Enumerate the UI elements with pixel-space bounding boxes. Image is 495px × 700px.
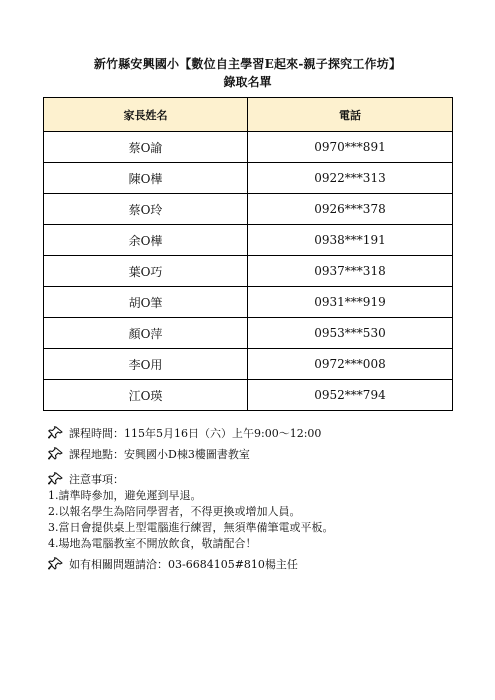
parent-name-cell: 江O瑛 bbox=[44, 380, 248, 411]
note-item: 4.場地為電腦教室不開放飲食，敬請配合！ bbox=[48, 537, 257, 550]
phone-cell: 0922***313 bbox=[248, 163, 453, 194]
table-row bbox=[44, 380, 453, 411]
table-row bbox=[44, 163, 453, 194]
table-row bbox=[44, 287, 453, 318]
table-row bbox=[44, 318, 453, 349]
note-item: 1.請準時參加，避免遲到早退。 bbox=[48, 489, 202, 502]
pushpin-icon bbox=[48, 447, 63, 460]
table-row bbox=[44, 225, 453, 256]
contact-info: 如有相關問題請洽：03-6684105#810楊主任 bbox=[69, 558, 298, 571]
note-item: 2.以報名學生為陪同學習者，不得更換或增加人員。 bbox=[48, 505, 301, 518]
pushpin-icon bbox=[48, 557, 63, 570]
page-subtitle: 錄取名單 bbox=[223, 75, 272, 89]
phone-cell: 0937***318 bbox=[248, 256, 453, 287]
course-time-line bbox=[48, 426, 321, 441]
table-row bbox=[44, 349, 453, 380]
parent-name-cell: 蔡O諭 bbox=[44, 132, 248, 163]
parent-name-cell: 顏O萍 bbox=[44, 318, 248, 349]
column-header-phone: 電話 bbox=[248, 98, 453, 132]
phone-cell: 0970***891 bbox=[248, 132, 453, 163]
course-location: 課程地點：安興國小D棟3樓圖書教室 bbox=[69, 448, 250, 461]
page-title: 新竹縣安興國小【數位自主學習E起來-親子探究工作坊】 bbox=[93, 57, 402, 71]
parent-name-cell: 胡O筆 bbox=[44, 287, 248, 318]
parent-name-cell: 葉O巧 bbox=[44, 256, 248, 287]
table-row bbox=[44, 194, 453, 225]
column-header-parent-name: 家長姓名 bbox=[44, 98, 248, 132]
table-header-row bbox=[44, 98, 453, 132]
parent-name-cell: 李O用 bbox=[44, 349, 248, 380]
pushpin-icon bbox=[48, 472, 63, 485]
phone-cell: 0926***378 bbox=[248, 194, 453, 225]
parent-name-cell: 蔡O玲 bbox=[44, 194, 248, 225]
admission-table bbox=[43, 97, 453, 411]
course-location-line bbox=[48, 447, 250, 462]
parent-name-cell: 余O樺 bbox=[44, 225, 248, 256]
phone-cell: 0972***008 bbox=[248, 349, 453, 380]
phone-cell: 0953***530 bbox=[248, 318, 453, 349]
parent-name-cell: 陳O樺 bbox=[44, 163, 248, 194]
phone-cell: 0938***191 bbox=[248, 225, 453, 256]
phone-cell: 0952***794 bbox=[248, 380, 453, 411]
notes-heading-line bbox=[48, 472, 124, 487]
pushpin-icon bbox=[48, 426, 63, 439]
contact-line bbox=[48, 557, 298, 572]
note-item: 3.當日會提供桌上型電腦進行練習，無須準備筆電或平板。 bbox=[48, 521, 334, 534]
notes-heading: 注意事項： bbox=[69, 473, 124, 486]
table-row bbox=[44, 132, 453, 163]
table-row bbox=[44, 256, 453, 287]
phone-cell: 0931***919 bbox=[248, 287, 453, 318]
course-time: 課程時間：115年5月16日（六）上午9:00～12:00 bbox=[69, 427, 322, 440]
